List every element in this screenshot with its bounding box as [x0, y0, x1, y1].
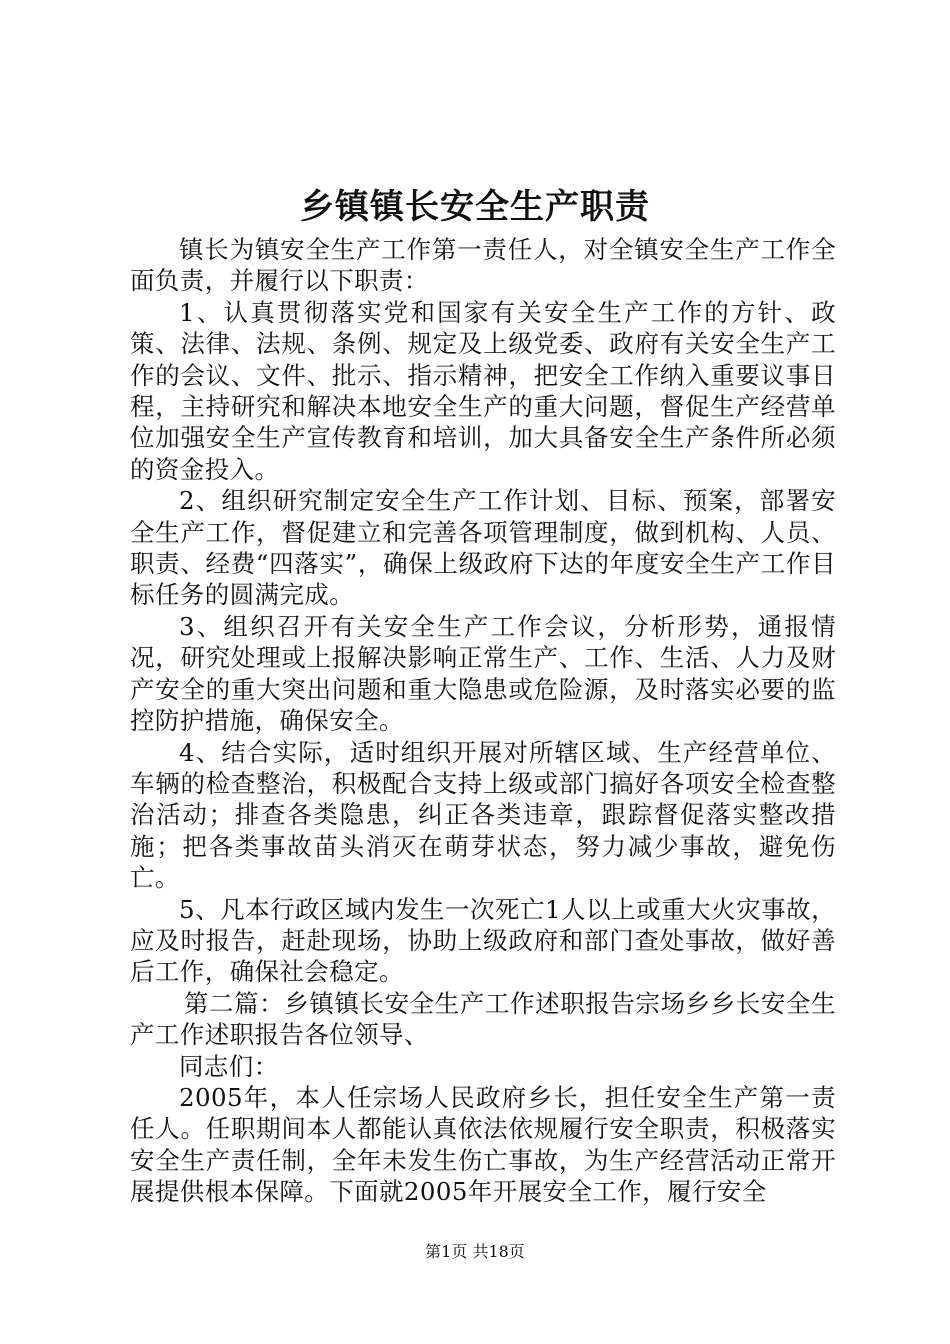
section2-heading: 第二篇：乡镇镇长安全生产工作述职报告宗场乡乡长安全生产工作述职报告各位领导、 [130, 988, 836, 1050]
report-paragraph: 2005年，本人任宗场人民政府乡长，担任安全生产第一责任人。任职期间本人都能认真依法依规履行安全职责，积极落实安全生产责任制，全年未发生伤亡事故，为生产经营活动正常开展提供根本保障。下面就2005年开展安全工作，履行安全 [130, 1082, 836, 1207]
page-number: 第1页 共18页 [425, 1242, 525, 1261]
duty-item-4: 4、结合实际，适时组织开展对所辖区域、生产经营单位、车辆的检查整治，积极配合支持上级或部门搞好各项安全检查整治活动；排查各类隐患，纠正各类违章，跟踪督促落实整改措施；把各类事故苗头消灭在萌芽状态，努力减少事故，避免伤亡。 [130, 737, 836, 893]
duty-item-5: 5、凡本行政区域内发生一次死亡1人以上或重大火灾事故，应及时报告，赶赴现场，协助上级政府和部门查处事故，做好善后工作，确保社会稳定。 [130, 894, 836, 987]
intro-paragraph: 镇长为镇安全生产工作第一责任人，对全镇安全生产工作全面负责，并履行以下职责： [130, 235, 836, 296]
document-title: 乡镇镇长安全生产职责 [300, 187, 650, 227]
duty-item-2: 2、组织研究制定安全生产工作计划、目标、预案，部署安全生产工作，督促建立和完善各项管理制度，做到机构、人员、职责、经费“四落实”，确保上级政府下达的年度安全生产工作目标任务的圆满完成。 [130, 486, 836, 610]
greeting: 同志们： [179, 1051, 279, 1081]
duty-item-1: 1、认真贯彻落实党和国家有关安全生产工作的方针、政策、法律、法规、条例、规定及上级党委、政府有关安全生产工作的会议、文件、批示、指示精神，把安全工作纳入重要议事日程，主持研究和解决本地安全生产的重大问题，督促生产经营单位加强安全生产宣传教育和培训，加大具备安全生产条件所必须的资金投入。 [130, 297, 836, 484]
document-body [130, 234, 836, 1208]
duty-item-3: 3、组织召开有关安全生产工作会议，分析形势，通报情况，研究处理或上报解决影响正常生产、工作、生活、人力及财产安全的重大突出问题和重大隐患或危险源，及时落实必要的监控防护措施，确保安全。 [130, 611, 836, 736]
